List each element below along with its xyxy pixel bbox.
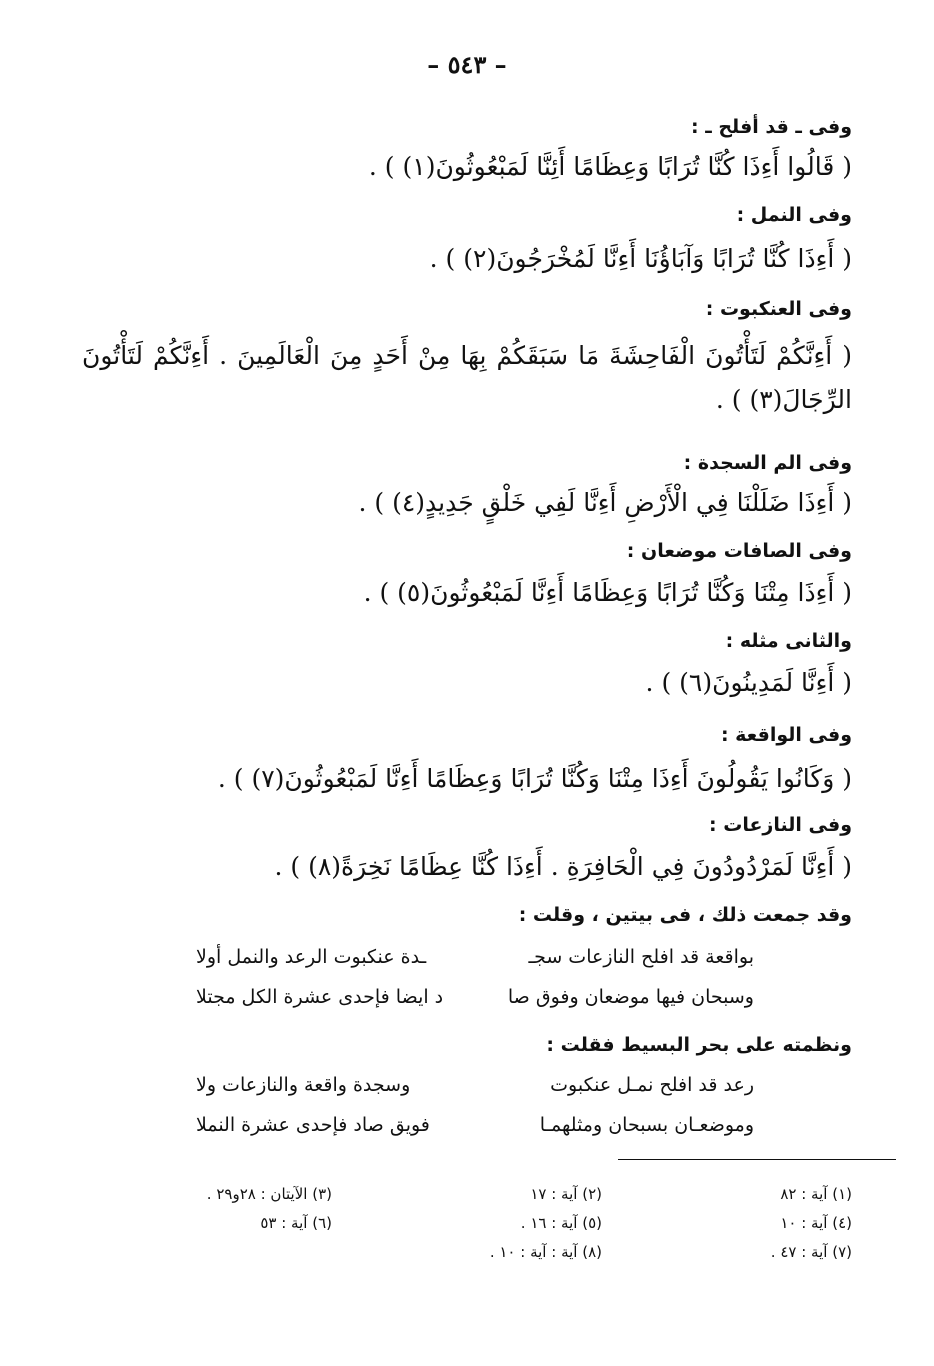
poem-hemistich: وسجدة واقعة والنازعات ولا [196, 1074, 411, 1096]
poem-hemistich: رعد قد افلح نمـل عنكبوت [550, 1074, 754, 1096]
poem-line [0, 1114, 934, 1146]
section-heading: وفى الم السجدة : [683, 452, 852, 474]
poem-line [0, 946, 934, 978]
poem-hemistich: وموضعـان بسبحان ومثلهمـا [539, 1114, 754, 1136]
quran-verse: ( وَكَانُوا يَقُولُونَ أَءِذَا مِتْنَا وَكُنَّا تُرَابًا وَعِظَامًا أَءِنَّا لَمَبْعُوثُونَ(٧) ) . [217, 764, 852, 793]
section-heading: والثانى مثله : [725, 630, 852, 652]
poem-line [0, 1074, 934, 1106]
poem-hemistich: د ايضا فإحدى عشرة الكل مجتلا [196, 986, 444, 1008]
footnote: (٨) آية : آية : ١٠ . [489, 1243, 602, 1261]
quran-verse: ( أَءِنَّا لَمَرْدُودُونَ فِي الْحَافِرَةِ . أَءِذَا كُنَّا عِظَامًا نَخِرَةً(٨) ) . [274, 852, 852, 881]
footnote: (٤) آية : ١٠ [780, 1214, 852, 1232]
poem-hemistich: ـدة عنكبوت الرعد والنمل أولا [196, 946, 427, 968]
section-heading: وفى ـ قد أفلح ـ : [691, 116, 852, 138]
poem-intro: وقد جمعت ذلك ، فى بيتين ، وقلت : [518, 904, 852, 926]
quran-verse: ( أَءِذَا كُنَّا تُرَابًا وَآبَاؤُنَا أَءِنَّا لَمُخْرَجُونَ(٢) ) . [429, 244, 852, 273]
poem-hemistich: بواقعة قد افلح النازعات سجـ [528, 946, 754, 968]
footnote: (٧) آية : ٤٧ . [770, 1243, 852, 1261]
footnote-divider [618, 1159, 896, 1160]
section-heading: وفى الصافات موضعان : [626, 540, 852, 562]
section-heading: وفى الواقعة : [720, 724, 852, 746]
footnote: (٢) آية : ١٧ [530, 1185, 602, 1203]
quran-verse: ( أَءِذَا مِتْنَا وَكُنَّا تُرَابًا وَعِظَامًا أَءِنَّا لَمَبْعُوثُونَ(٥) ) . [363, 578, 852, 607]
quran-verse: ( أَءِنَّكُمْ لَتَأْتُونَ الْفَاحِشَةَ مَا سَبَقَكُمْ بِهَا مِنْ أَحَدٍ مِنَ الْعَالَمِينَ . أَءِنَّكُمْ لَتَأْتُونَ الرِّجَالَ(٣) ) . [82, 341, 852, 414]
quran-verse: ( أَءِنَّا لَمَدِينُونَ(٦) ) . [645, 668, 852, 697]
page-number: – ٥٤٣ – [427, 50, 507, 79]
footnote: (٣) الآيتان : ٢٨و٢٩ . [206, 1185, 332, 1203]
poem-intro: ونظمته على بحر البسيط فقلت : [546, 1034, 852, 1056]
footnote: (٥) آية : ١٦ . [520, 1214, 602, 1232]
footnote: (٦) آية : ٥٣ [260, 1214, 332, 1232]
section-heading: وفى العنكبوت : [705, 298, 852, 320]
poem-line [0, 986, 934, 1018]
section-heading: وفى النازعات : [709, 814, 852, 836]
section-heading: وفى النمل : [736, 204, 852, 226]
quran-verse: ( أَءِذَا ضَلَلْنَا فِي الْأَرْضِ أَءِنَّا لَفِي خَلْقٍ جَدِيدٍ(٤) ) . [358, 488, 852, 517]
poem-hemistich: وسبحان فيها موضعان وفوق صا [507, 986, 754, 1008]
quran-verse: ( قَالُوا أَءِذَا كُنَّا تُرَابًا وَعِظَامًا أَئِنَّا لَمَبْعُوثُونَ(١) ) . [368, 152, 852, 181]
footnote: (١) آية : ٨٢ [780, 1185, 852, 1203]
poem-hemistich: فويق صاد فإحدى عشرة النملا [196, 1114, 430, 1136]
